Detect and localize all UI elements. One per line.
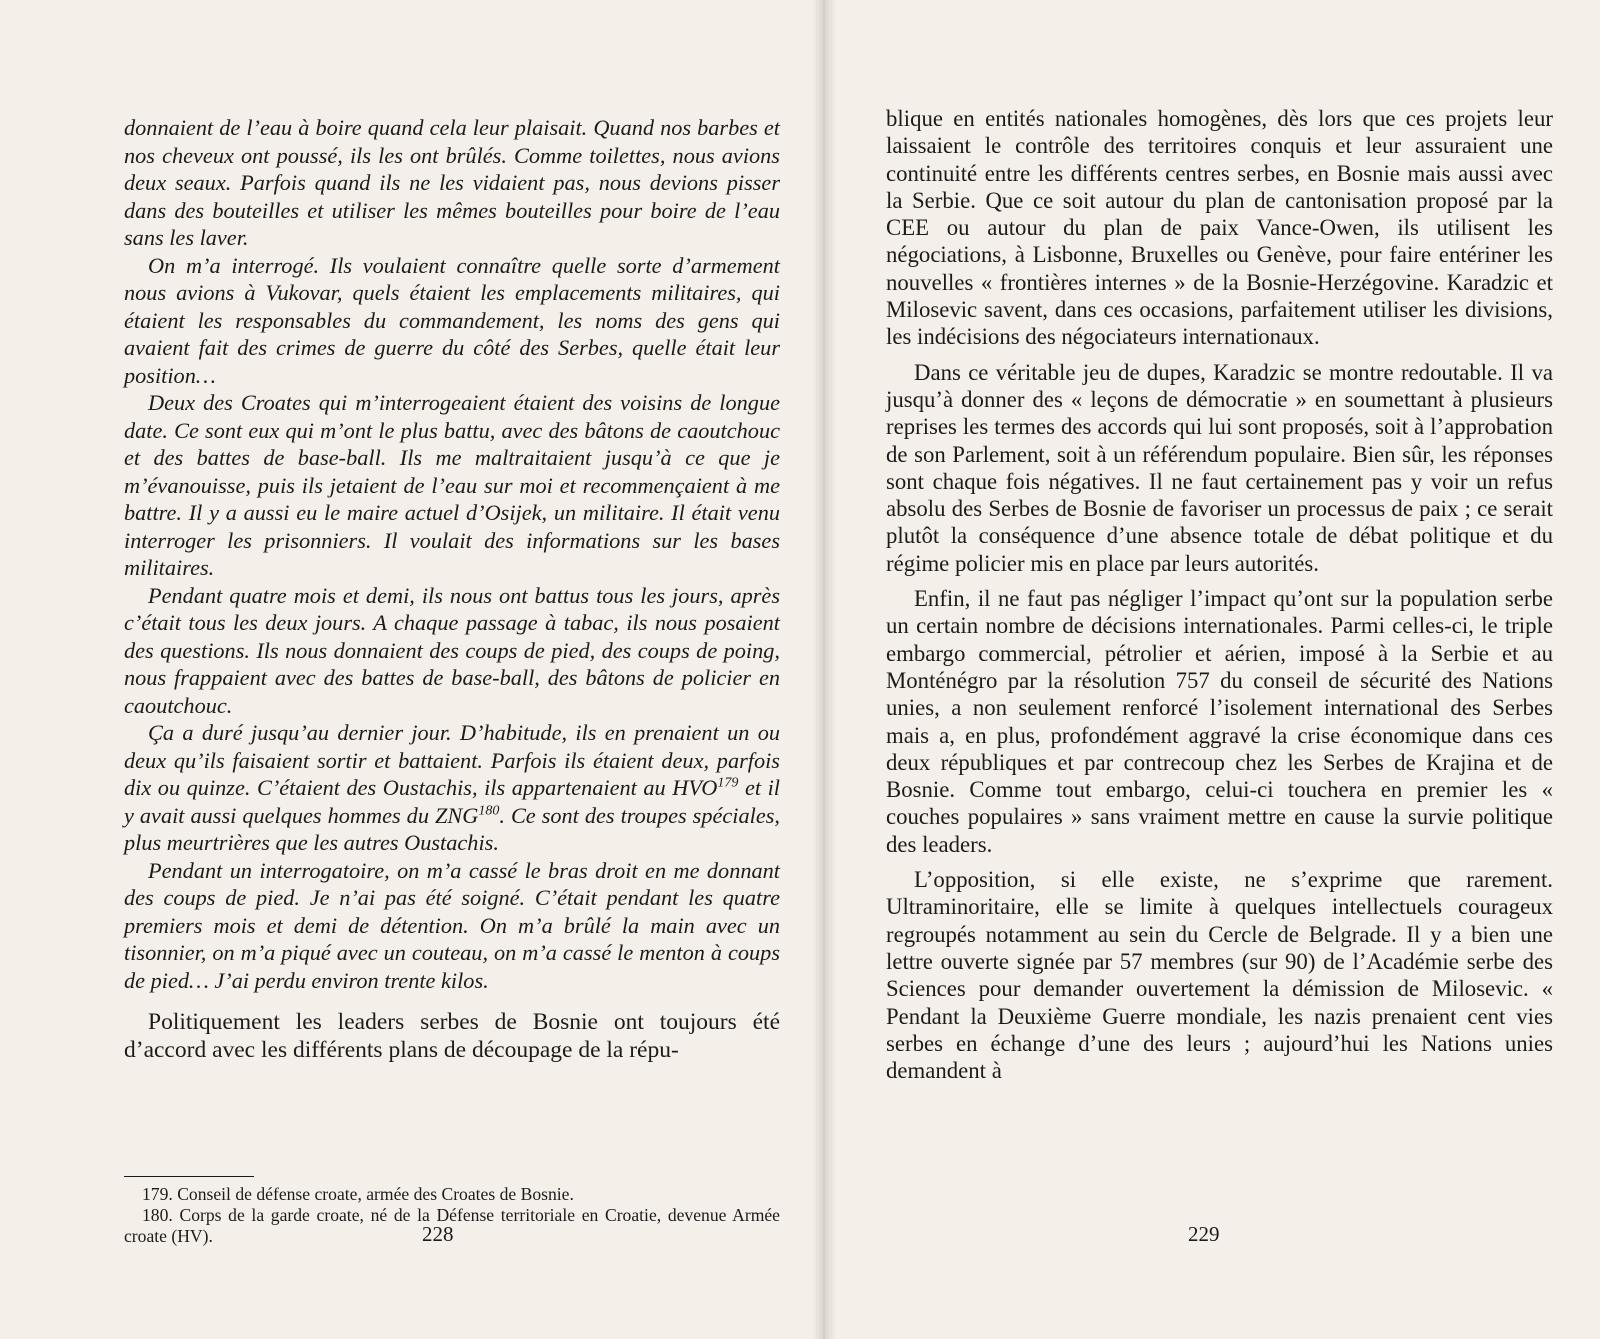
right-page (836, 0, 1600, 1339)
testimony-paragraph: Pendant un interrogatoire, on m’a cassé le bras droit en me donnant des coups de pied. Je n’ai pas été soigné. C’était pendant les quatre premiers mois et demi de détention. On m’a brûlé la main avec un tisonnier, on m’a piqué avec un couteau, on m’a cassé le menton à coups de pied… J’ai perdu environ trente kilos. (124, 857, 780, 993)
body-paragraph: Dans ce véritable jeu de dupes, Karadzic se montre redoutable. Il va jusqu’à donner des « leçons de démocratie » en soumettant à plusieurs reprises les termes des accords qui lui sont proposés, soit à l’approbation de son Parlement, soit à un référendum populaire. Bien sûr, les réponses sont chaque fois négatives. Il ne faut certainement pas y voir un refus absolu des Serbes de Bosnie de favoriser un processus de paix ; ce serait plutôt la conséquence d’une absence totale de débat politique et du régime policier mis en place par leurs autorités. (886, 359, 1553, 576)
footnote-ref-179: 179 (717, 775, 739, 791)
page-number-left: 228 (422, 1222, 454, 1246)
body-paragraph: L’opposition, si elle existe, ne s’exprime que rarement. Ultraminoritaire, elle se limite à quelques intellectuels courageux regroupés notamment au sein du Cercle de Belgrade. Il y a bien une lettre ouverte signée par 57 membres (sur 90) de l’Académie serbe des Sciences pour demander ouvertement la démission de Milosevic. « Pendant la Deuxième Guerre mondiale, les nazis prenaient cent vies serbes en échange d’une des leurs ; aujourd’hui les Nations unies demandent à (886, 867, 1553, 1084)
testimony-text: et il y avait aussi quelques hommes du ZNG (124, 775, 780, 828)
page-number-right: 229 (1188, 1222, 1220, 1246)
testimony-text: . Ce sont des troupes spéciales, plus meurtrières que les autres Oustachis. (124, 802, 780, 855)
testimony-paragraph: Deux des Croates qui m’interrogeaient étaient des voisins de longue date. Ce sont eux qui m’ont le plus battu, avec des bâtons de caoutchouc et des battes de base-ball. Ils me maltraitaient jusqu’à ce que je m’évanouisse, puis ils jetaient de l’eau sur moi et recommençaient à me battre. Il y a aussi eu le maire actuel d’Osijek, un militaire. Il était venu interroger les prisonniers. Il voulait des informations sur les bases militaires. (124, 390, 780, 580)
testimony-paragraph: Pendant quatre mois et demi, ils nous ont battus tous les jours, après c’était tous les deux jours. A chaque passage à tabac, ils nous posaient des questions. Ils nous donnaient des coups de pied, des coups de poing, nous frappaient avec des battes de base-ball, des bâtons de policier en caoutchouc. (124, 582, 780, 718)
footnote-divider (124, 1176, 254, 1177)
testimony-paragraph: On m’a interrogé. Ils voulaient connaître quelle sorte d’armement nous avions à Vukovar, quels étaient les emplacements militaires, qui étaient les responsables du commandement, les noms des gens qui avaient fait des crimes de guerre du côté des Serbes, quelle était leur position… (124, 252, 780, 388)
footnote-180: 180. Corps de la garde croate, né de la Défense territoriale en Croatie, devenue Armée croate (HV). (124, 1205, 780, 1246)
body-paragraph: Politiquement les leaders serbes de Bosnie ont toujours été d’accord avec les différents plans de découpage de la répu- (124, 1009, 780, 1063)
body-paragraph: Enfin, il ne faut pas négliger l’impact qu’ont sur la population serbe un certain nombre de décisions internationales. Parmi celles-ci, le triple embargo commercial, pétrolier et aérien, imposé à la Serbie et au Monténégro par la résolution 757 du conseil de sécurité des Nations unies, a non seulement renforcé l’isolement international des Serbes mais a, en plus, profondément aggravé la crise économique dans ces deux républiques et par contrecoup chez les Serbes de Krajina et de Bosnie. Comme tout embargo, celui-ci touchera en premier les « couches populaires » sans vraiment mettre en cause la survie politique des leaders. (886, 586, 1553, 857)
testimony-paragraph: donnaient de l’eau à boire quand cela leur plaisait. Quand nos barbes et nos cheveux ont poussé, ils les ont brûlés. Comme toilettes, nous avions deux seaux. Parfois quand ils ne les vidaient pas, nous devions pisser dans des bouteilles et utiliser les mêmes bouteilles pour boire de l’eau sans les laver. (124, 115, 780, 250)
testimony-text: Ça a duré jusqu’au dernier jour. D’habitude, ils en prenaient un ou deux qu’ils faisaient sortir et battaient. Parfois ils étaient deux, parfois dix ou quinze. C’étaient des Oustachis, ils appartenaient au HVO (124, 720, 780, 800)
footnote-ref-180: 180 (478, 803, 500, 819)
body-paragraph: blique en entités nationales homogènes, dès lors que ces projets leur laissaient le contrôle des territoires conquis et leur assuraient une continuité entre les différents centres serbes, en Bosnie mais aussi avec la Serbie. Que ce soit autour du plan de cantonisation proposé par la CEE ou autour du plan de paix Vance-Owen, ils utilisent les négociations, à Lisbonne, Bruxelles ou Genève, pour faire entériner les nouvelles « frontières internes » de la Bosnie-Herzégovine. Karadzic et Milosevic savent, dans ces occasions, parfaitement utiliser les divisions, les indécisions des négociateurs internationaux. (886, 106, 1553, 350)
left-page-body (124, 114, 780, 1064)
book-gutter (812, 0, 836, 1339)
right-page-body (886, 105, 1553, 1084)
footnote-179: 179. Conseil de défense croate, armée des Croates de Bosnie. (142, 1184, 574, 1204)
testimony-paragraph (124, 719, 780, 857)
